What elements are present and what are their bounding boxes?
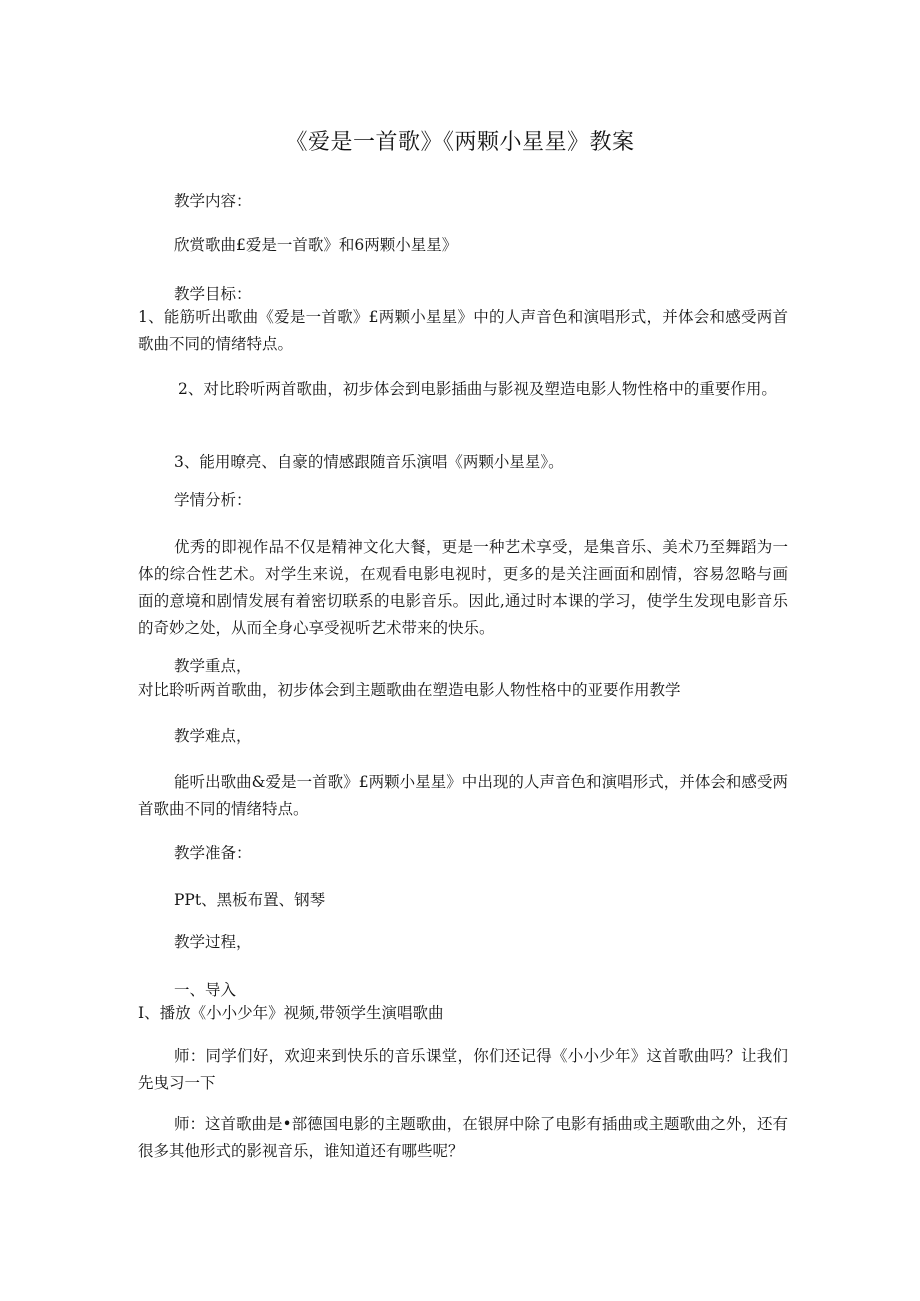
heading-teaching-content: 教学内容：	[174, 192, 252, 210]
paragraph-teacher-2: 师：这首歌曲是•部德国电影的主题歌曲，在银屏中除了电影有插曲或主题歌曲之外，还有很多其他形式的影视音乐，谁知道还有哪些呢？	[138, 1115, 788, 1160]
paragraph-difficulties: 能听出歌曲&爱是一首歌》£两颗小星星》中出现的人声音色和演唱形式，并体会和感受两首歌曲不同的情绪特点。	[138, 773, 788, 818]
goal-item-3: 3、能用暸亮、自豪的情感跟随音乐演唱《两颗小星星》。	[174, 453, 564, 471]
heading-process: 教学过程，	[174, 933, 252, 951]
goal-item-2: 2、对比聆听两首歌曲，初步体会到电影插曲与影视及塑造电影人物性格中的重要作用。	[178, 380, 777, 398]
goal-item-1: 1、能筋听出歌曲《爱是一首歌》£两颗小星星》中的人声音色和演唱形式，并体会和感受两首歌曲不同的情绪特点。	[138, 308, 788, 353]
step-item-1: I、播放《小小少年》视频,带领学生演唱歌曲	[138, 1004, 444, 1022]
heading-preparation: 教学准备：	[174, 844, 252, 862]
paragraph-preparation: PPt、黑板布置、钢琴	[174, 891, 326, 909]
paragraph-content: 欣赏歌曲£爱是一首歌》和6两颗小星星》	[174, 236, 458, 254]
paragraph-analysis: 优秀的即视作品不仅是精神文化大餐，更是一种艺术享受，是集音乐、美术乃至舞蹈为一体的综合性艺术。对学生来说，在观看电影电视时，更多的是关注画面和剧情，容易忽略与画面的意境和剧情发展有着密切联系的电影音乐。因此,通过时本课的学习，使学生发现电影音乐的奇妙之处，从而全身心享受视听艺术带来的快乐。	[138, 538, 788, 637]
document-title: 《爱是一首歌》《两颗小星星》教案	[285, 130, 635, 155]
heading-analysis: 学情分析：	[174, 491, 252, 509]
paragraph-key-points: 对比聆听两首歌曲，初步体会到主题歌曲在塑造电影人物性格中的亚要作用教学	[138, 681, 681, 699]
heading-key-points: 教学重点，	[174, 657, 252, 675]
heading-difficulties: 教学难点，	[174, 727, 252, 745]
paragraph-teacher-1: 师：同学们好，欢迎来到快乐的音乐课堂，你们还记得《小小少年》这首歌曲吗？让我们先曳习一下	[138, 1047, 788, 1092]
heading-teaching-goals: 教学目标：	[174, 285, 252, 303]
heading-intro: 一、导入	[174, 981, 237, 999]
